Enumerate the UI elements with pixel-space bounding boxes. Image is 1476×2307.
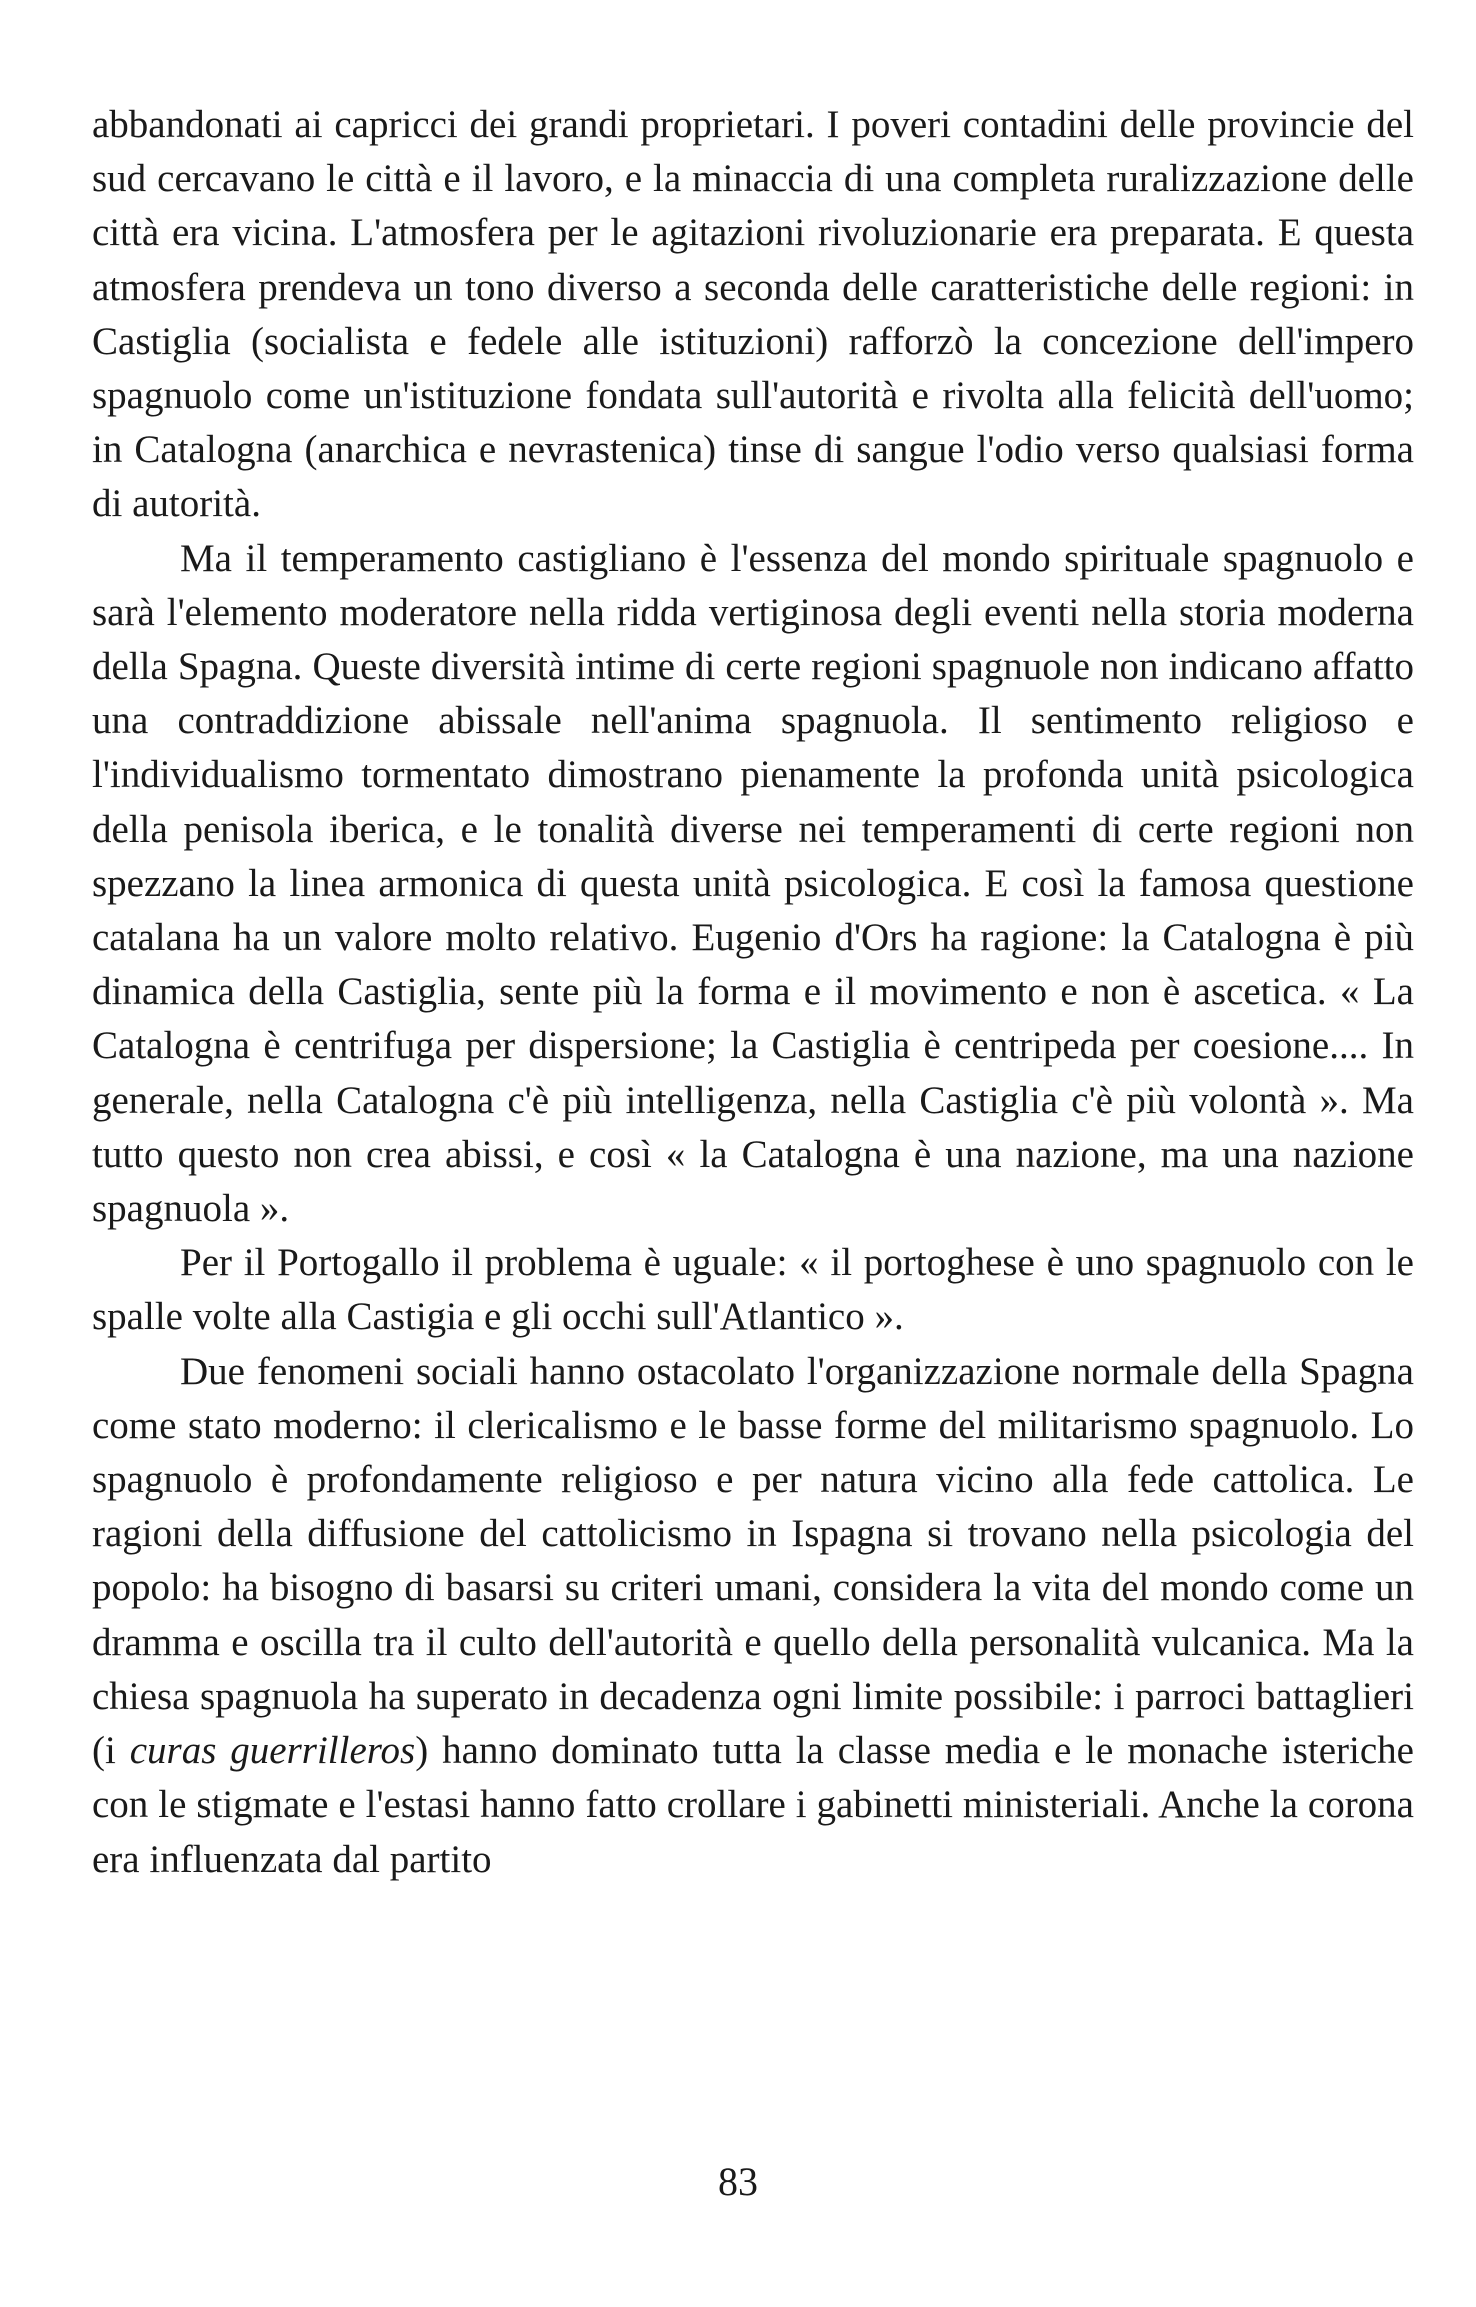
page-body: [92, 98, 1414, 1887]
paragraph-2: Ma il temperamento castigliano è l'essenza del mondo spirituale spagnuolo e sarà l'elemento moderatore nella ridda vertiginosa degli eventi nella storia moderna della Spagna. Queste diversità intime di certe regioni spagnuole non indicano affatto una contraddizione abissale nell'anima spagnuola. Il sentimento religioso e l'individualismo tormentato dimostrano pienamente la profonda unità psicologica della penisola iberica, e le tonalità diverse nei temperamenti di certe regioni non spezzano la linea armonica di questa unità psicologica. E così la famosa questione catalana ha un valore molto relativo. Eugenio d'Ors ha ragione: la Catalogna è più dinamica della Castiglia, sente più la forma e il movimento e non è ascetica. « La Catalogna è centrifuga per dispersione; la Castiglia è centripeda per coesione.... In generale, nella Catalogna c'è più intelligenza, nella Castiglia c'è più volontà ». Ma tutto questo non crea abissi, e così « la Catalogna è una nazione, ma una nazione spagnuola ».: [92, 536, 1414, 1231]
paragraph-4: [92, 1345, 1414, 1887]
paragraph-4-text-a: Due fenomeni sociali hanno ostacolato l'organizzazione normale della Spagna come stato moderno: il clericalismo e le basse forme del militarismo spagnuolo. Lo spagnuolo è profondamente religioso e per natura vicino alla fede cattolica. Le ragioni della diffusione del cattolicismo in Ispagna si trovano nella psicologia del popolo: ha bisogno di basarsi su criteri umani, considera la vita del mondo come un dramma e oscilla tra il culto dell'autorità e quello della personalità vulcanica. Ma la chiesa spagnuola ha superato in decadenza ogni limite possibile: i parroci battaglieri (i: [92, 1349, 1414, 1773]
italic-term: curas guerrilleros: [129, 1729, 416, 1773]
page-number: 83: [718, 2159, 758, 2204]
paragraph-3: Per il Portogallo il problema è uguale: « il portoghese è uno spagnuolo con le spalle volte alla Castigia e gli occhi sull'Atlantico ».: [92, 1241, 1414, 1339]
paragraph-4-text-b: ) hanno dominato tutta la classe media e le monache isteriche con le stigmate e l'estasi hanno fatto crollare i gabinetti ministeriali. Anche la corona era influenzata dal partito: [92, 1729, 1414, 1881]
paragraph-1: abbandonati ai capricci dei grandi proprietari. I poveri contadini delle provincie del sud cercavano le città e il lavoro, e la minaccia di una completa ruralizzazione delle città era vicina. L'atmosfera per le agitazioni rivoluzionarie era preparata. E questa atmosfera prendeva un tono diverso a seconda delle caratteristiche delle regioni: in Castiglia (socialista e fedele alle istituzioni) rafforzò la concezione dell'impero spagnuolo come un'istituzione fondata sull'autorità e rivolta alla felicità dell'uomo; in Catalogna (anarchica e nevrastenica) tinse di sangue l'odio verso qualsiasi forma di autorità.: [92, 103, 1414, 526]
